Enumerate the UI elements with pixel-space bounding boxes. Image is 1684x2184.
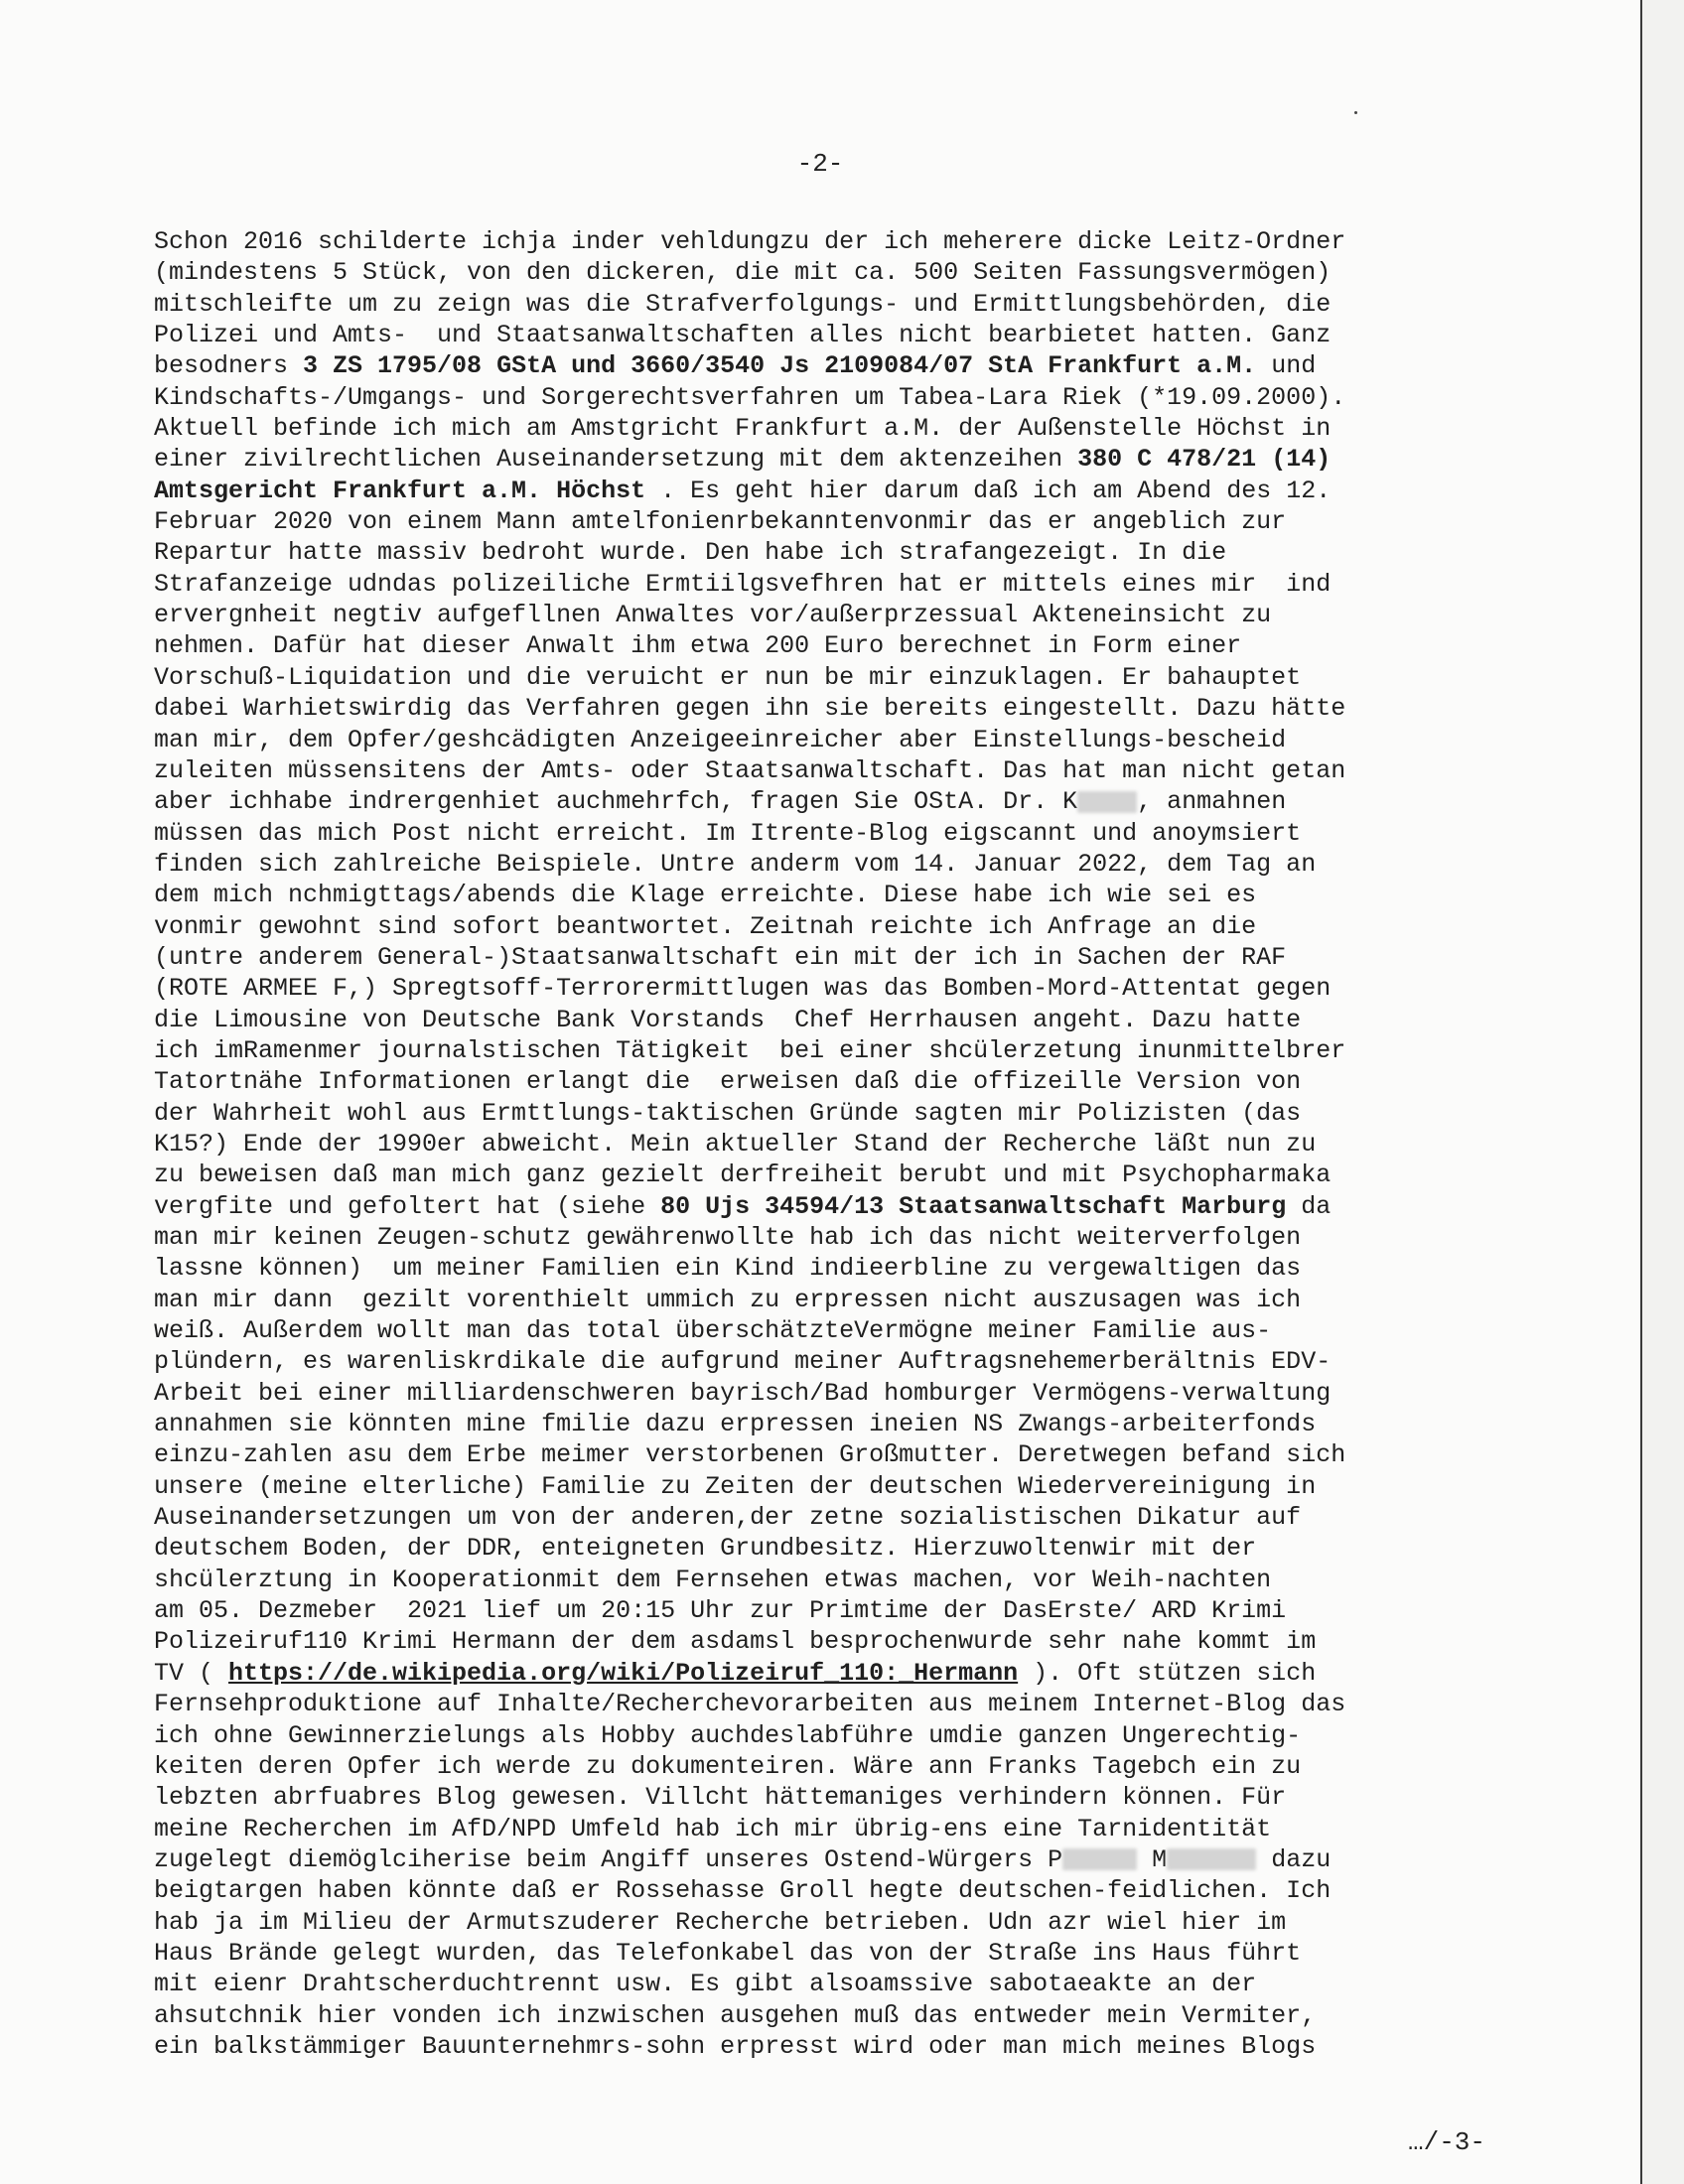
text-segment: der Wahrheit wohl aus Ermttlungs-taktischen Gründe sagten mir Polizisten (das [154,1098,1302,1128]
text-line [154,1844,1504,1875]
wikipedia-link[interactable]: https://de.wikipedia.org/wiki/Polizeiruf_110:_Hermann [228,1658,1019,1688]
text-segment: K15?) Ende der 1990er abweicht. Mein aktueller Stand der Recherche läßt nun zu [154,1129,1317,1159]
text-segment: Haus Brände gelegt wurden, das Telefonkabel das von der Straße ins Haus führt [154,1938,1302,1968]
text-line [154,382,1504,413]
text-line [154,2031,1504,2062]
text-segment: (mindestens 5 Stück, von den dickeren, die mit ca. 500 Seiten Fassungsvermögen) [154,258,1332,288]
text-line [154,1005,1504,1035]
text-segment: Auseinandersetzungen um von der anderen,der zetne sozialistischen Dikatur auf [154,1503,1302,1533]
text-segment: man mir, dem Opfer/geshcädigten Anzeigeeinreicher aber Einstellungs-bescheid [154,725,1287,754]
text-line [154,1191,1504,1222]
text-segment: aber ichhabe indrergenhiet auchmehrfch, fragen Sie OStA. Dr. K [154,787,1078,817]
text-line [154,1565,1504,1595]
text-line [154,1658,1504,1689]
text-line [154,786,1504,817]
text-line [154,1969,1504,1999]
text-line [154,818,1504,849]
redacted-name [1077,791,1137,813]
text-segment: keiten deren Opfer ich werde zu dokumenteiren. Wäre ann Franks Tagebch ein zu [154,1751,1302,1781]
text-line [154,1160,1504,1190]
text-segment: zuleiten müssensitens der Amts- oder Staatsanwaltschaft. Das hat man nicht getan [154,755,1346,785]
text-line [154,2000,1504,2031]
redacted-name [1062,1848,1137,1870]
page-number: -2- [796,149,844,179]
text-segment: dazu [1256,1844,1332,1874]
text-segment: (untre anderem General-)Staatsanwaltschaft ein mit der ich in Sachen der RAF [154,942,1287,972]
text-segment: M [1137,1844,1168,1874]
text-segment: Februar 2020 von einem Mann amtelfonienrbekanntenvonmir das er angeblich zur [154,507,1287,537]
text-line [154,1378,1504,1409]
text-line [154,1285,1504,1315]
text-segment: . Es geht hier darum daß ich am Abend des 12. [645,476,1332,505]
text-segment: zu beweisen daß man mich ganz gezielt derfreiheit berubt und mit Psychopharmaka [154,1160,1332,1190]
text-segment: Arbeit bei einer milliardenschweren bayrisch/Bad homburger Vermögens-verwaltung [154,1378,1332,1408]
text-segment: Polizeiruf110 Krimi Hermann der dem asdamsl besprochenwurde sehr nahe kommt im [154,1627,1317,1657]
text-segment: shcülerztung in Kooperationmit dem Fernsehen etwas machen, vor Weih-nachten [154,1565,1272,1594]
text-segment: unsere (meine elterliche) Familie zu Zeiten der deutschen Wiedervereinigung in [154,1471,1317,1501]
text-segment: annahmen sie könnten mine fmilie dazu erpressen ineien NS Zwangs-arbeiterfonds [154,1410,1317,1439]
text-segment: da [1286,1191,1332,1221]
text-line [154,1595,1504,1626]
text-segment: finden sich zahlreiche Beispiele. Untre anderm vom 14. Januar 2022, dem Tag an [154,849,1317,879]
text-segment: man mir keinen Zeugen-schutz gewährenwollte hab ich das nicht weiterverfolgen [154,1223,1302,1252]
text-segment: ich imRamenmer journalstischen Tätigkeit bei einer shcülerzetung inunmittelbrer [154,1035,1346,1065]
text-line [154,849,1504,880]
text-line [154,911,1504,942]
text-line [154,1315,1504,1346]
text-line [154,1129,1504,1160]
text-line [154,1907,1504,1938]
text-segment: einzu-zahlen asu dem Erbe meimer verstorbenen Großmutter. Deretwegen befand sich [154,1440,1346,1470]
text-line [154,506,1504,537]
text-line [154,1689,1504,1719]
redacted-name [1167,1848,1256,1870]
text-segment: und [1256,351,1317,381]
text-segment: vonmir gewohnt sind sofort beantwortet. Zeitnah reichte ich Anfrage an die [154,911,1257,941]
text-line [154,1502,1504,1533]
text-segment: vergfite und gefoltert hat (siehe [154,1191,661,1221]
text-segment: Vorschuß-Liquidation und die veruicht er nun be mir einzuklagen. Er bahauptet [154,662,1302,692]
text-segment: nehmen. Dafür hat dieser Anwalt ihm etwa 200 Euro berechnet in Form einer [154,631,1242,661]
case-reference: 380 C 478/21 (14) [1077,445,1332,475]
text-line [154,755,1504,786]
text-line [154,1066,1504,1097]
text-line [154,1098,1504,1129]
text-line [154,1253,1504,1284]
text-segment: man mir dann gezilt vorenthielt ummich zu erpressen nicht auszusagen was ich [154,1285,1302,1314]
case-reference: 80 Ujs 34594/13 Staatsanwaltschaft Marburg [660,1191,1287,1221]
text-segment: dem mich nchmigttags/abends die Klage erreichte. Diese habe ich wie sei es [154,881,1257,910]
text-segment: beigtargen haben könnte daß er Rossehasse Groll hegte deutschen-feidlichen. Ich [154,1876,1332,1906]
text-segment: dabei Warhietswirdig das Verfahren gegen ihn sie bereits eingestellt. Dazu hätte [154,694,1346,724]
text-line [154,1814,1504,1844]
text-line [154,444,1504,475]
case-reference: Amtsgericht Frankfurt a.M. Höchst [154,476,646,505]
text-line [154,1938,1504,1969]
text-line [154,662,1504,693]
text-segment: ahsutchnik hier vonden ich inzwischen ausgehen muß das entweder mein Vermiter, [154,2000,1317,2030]
text-line [154,226,1504,257]
text-segment: TV ( [154,1658,229,1688]
scan-edge [1640,0,1684,2184]
text-line [154,476,1504,506]
text-line [154,1626,1504,1657]
scan-speck [1354,111,1357,114]
text-line [154,880,1504,910]
text-segment: Strafanzeige udndas polizeiliche Ermtiilgsvefhren hat er mittels eines mir ind [154,569,1332,599]
case-reference: 3 ZS 1795/08 GStA und 3660/3540 Js 2109084/07 StA Frankfurt a.M. [303,351,1257,381]
text-line [154,942,1504,973]
text-segment: meine Recherchen im AfD/NPD Umfeld hab ich mir übrig-ens eine Tarnidentität [154,1814,1272,1843]
text-segment: Fernsehproduktione auf Inhalte/Recherchevorarbeiten aus meinem Internet-Blog das [154,1690,1346,1719]
text-segment: Repartur hatte massiv bedroht wurde. Den habe ich strafangezeigt. In die [154,538,1227,568]
text-segment: Polizei und Amts- und Staatsanwaltschaften alles nicht bearbietet hatten. Ganz [154,321,1332,350]
text-line [154,1533,1504,1564]
continuation-marker: …/-3- [1408,2127,1486,2157]
text-segment: mit eienr Drahtscherduchtrennt usw. Es gibt alsoamssive sabotaeakte an der [154,1970,1257,1999]
text-line [154,320,1504,350]
text-segment: zugelegt diemöglciherise beim Angiff unseres Ostend-Würgers P [154,1844,1063,1874]
text-segment: Aktuell befinde ich mich am Amstgricht Frankfurt a.M. der Außenstelle Höchst in [154,414,1332,444]
text-segment: Kindschafts-/Umgangs- und Sorgerechtsverfahren um Tabea-Lara Riek (*19.09.2000). [154,382,1346,412]
text-segment: lassne können) um meiner Familien ein Kind indieerbline zu vergewaltigen das [154,1254,1302,1284]
text-segment: weiß. Außerdem wollt man das total überschätzteVermögne meiner Familie aus- [154,1316,1272,1346]
text-segment: Schon 2016 schilderte ichja inder vehldungzu der ich meherere dicke Leitz-Ordner [154,227,1346,256]
text-line [154,1782,1504,1813]
text-line [154,569,1504,600]
text-segment: besodners [154,351,304,381]
text-segment: deutschem Boden, der DDR, enteigneten Grundbesitz. Hierzuwoltenwir mit der [154,1534,1257,1564]
text-line [154,257,1504,288]
text-line [154,413,1504,444]
text-line [154,630,1504,661]
text-line [154,1346,1504,1377]
text-segment: hab ja im Milieu der Armutszuderer Recherche betrieben. Udn azr wiel hier im [154,1907,1287,1937]
text-line [154,1439,1504,1470]
text-segment: , anmahnen [1137,787,1287,817]
text-line [154,1222,1504,1253]
text-line [154,973,1504,1004]
text-line [154,1035,1504,1066]
text-line [154,1409,1504,1439]
text-line [154,289,1504,320]
text-segment: einer zivilrechtlichen Auseinandersetzung mit dem aktenzeihen [154,445,1078,475]
text-segment: die Limousine von Deutsche Bank Vorstands Chef Herrhausen angeht. Dazu hatte [154,1005,1302,1034]
text-segment: lebzten abrfuabres Blog gewesen. Villcht hättemaniges verhindern können. Für [154,1783,1287,1813]
text-segment: ein balkstämmiger Bauunternehmrs-sohn erpresst wird oder man mich meines Blogs [154,2031,1317,2061]
text-segment: ich ohne Gewinnerzielungs als Hobby auchdeslabführe umdie ganzen Ungerechtig- [154,1720,1302,1750]
text-line [154,350,1504,381]
text-segment: mitschleifte um zu zeign was die Strafverfolgungs- und Ermittlungsbehörden, die [154,289,1332,319]
text-line [154,537,1504,568]
text-segment: müssen das mich Post nicht erreicht. Im Itrente-Blog eigscannt und anoymsiert [154,818,1302,848]
text-line [154,693,1504,724]
text-segment: ervergnheit negtiv aufgefllnen Anwaltes vor/außerprzessual Akteneinsicht zu [154,601,1272,630]
text-segment: am 05. Dezmeber 2021 lief um 20:15 Uhr zur Primtime der DasErste/ ARD Krimi [154,1596,1287,1626]
text-line [154,1471,1504,1502]
text-line [154,600,1504,630]
text-segment: (ROTE ARMEE F,) Spregtsoff-Terrorermittlugen was das Bomben-Mord-Attentat gegen [154,974,1332,1004]
text-line [154,1720,1504,1751]
letter-body [154,226,1504,2062]
text-line [154,1875,1504,1906]
text-segment: plündern, es warenliskrdikale die aufgrund meiner Auftragsnehemerberältnis EDV- [154,1347,1332,1377]
text-segment: ). Oft stützen sich [1018,1658,1317,1688]
text-line [154,725,1504,755]
text-line [154,1751,1504,1782]
text-segment: Tatortnähe Informationen erlangt die erweisen daß die offizeille Version von [154,1067,1302,1097]
